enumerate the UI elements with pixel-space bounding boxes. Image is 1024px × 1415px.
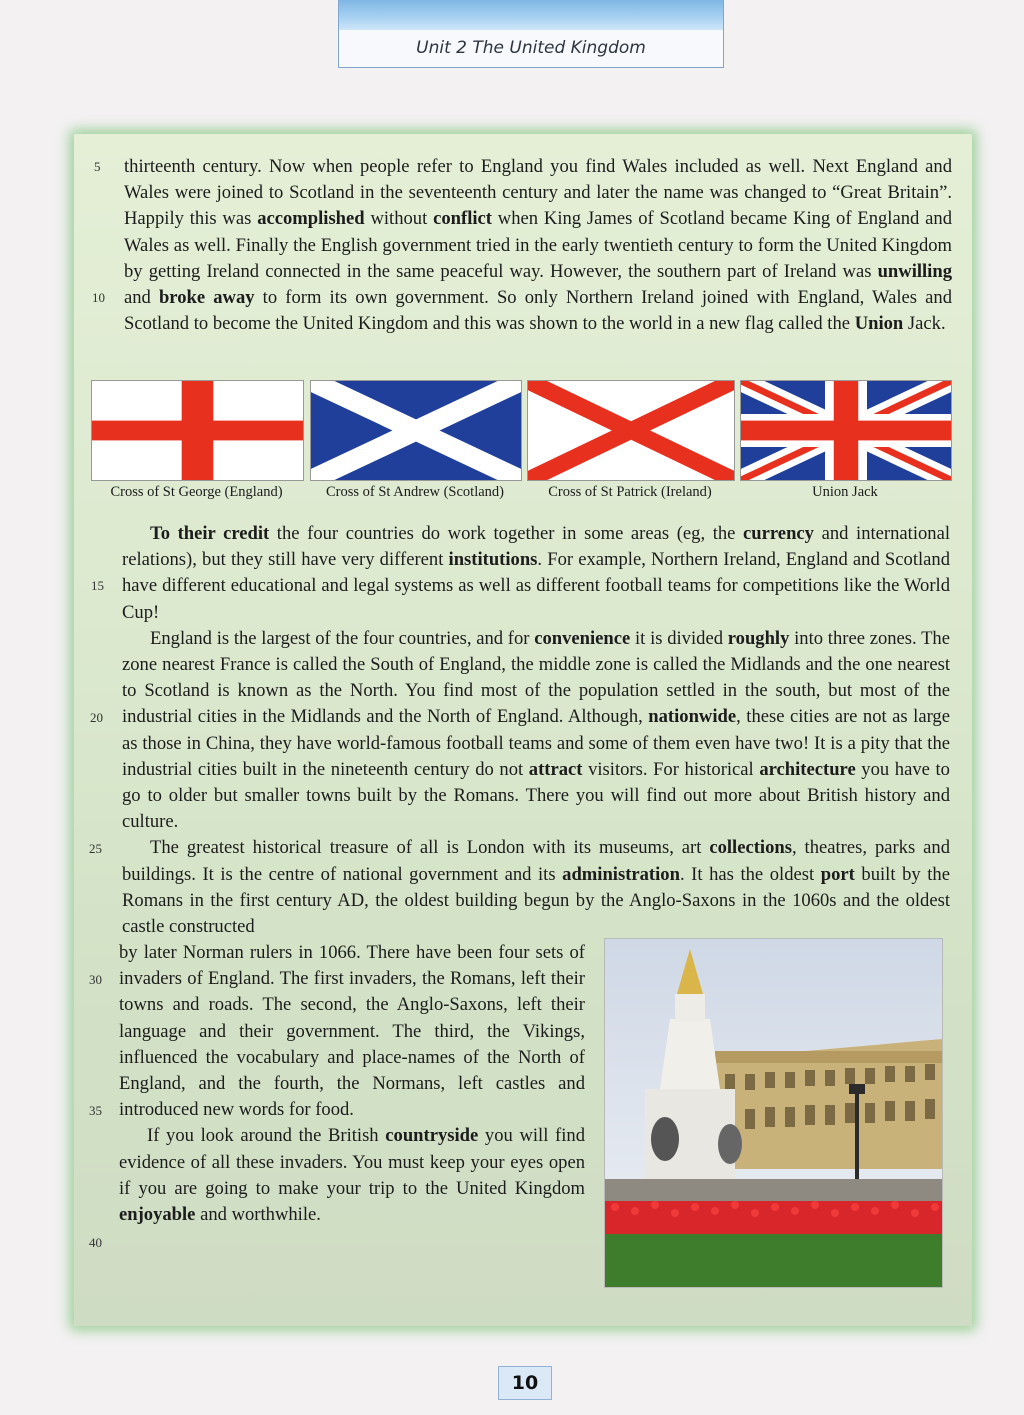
- line-number: 15: [91, 578, 104, 593]
- flag-caption: Union Jack: [812, 484, 878, 500]
- flag-caption: Cross of St George (England): [110, 484, 283, 500]
- buckingham-palace-photo: [604, 938, 943, 1288]
- flag-caption: Cross of St Patrick (Ireland): [548, 484, 712, 500]
- header-sky-banner: [339, 0, 723, 30]
- page-number: 10: [498, 1366, 552, 1400]
- paragraph-1: thirteenth century. Now when people refer to England you find Wales included as well. Next England and Wales were joined to Scotland in the seventeenth century and later the name was changed to “Great Britain”. Happily this was accomplished without conflict when King James of Scotland became King of England and Wales as well. Finally the English government tried in the early twentieth century to form the United Kingdom by getting Ireland connected in the same peaceful way. However, the southern part of Ireland was unwilling and broke away to form its own government. So only Northern Ireland joined with England, Wales and Scotland to become the United Kingdom and this was shown to the world in a new flag called the Union Jack.: [124, 156, 952, 335]
- keyword: unwilling: [877, 260, 952, 282]
- england-flag-image: [91, 380, 304, 481]
- flag-caption: Cross of St Andrew (Scotland): [325, 484, 504, 500]
- scotland-flag-image: [310, 380, 522, 481]
- keyword: attract: [528, 758, 583, 780]
- paragraph-3: England is the largest of the four countries, and for convenience it is divided roughly into three zones. The zone nearest France is called the South of England, the middle zone is called the Midlands and the one nearest to Scotland is known as the North. You find most of the population settled in the south, but most of the industrial cities in the Midlands and the North of England. Although, nationwide, these cities are not as large as those in China, they have world-famous football teams and some of them even have two! It is a pity that the industrial cities built in the nineteenth century do not attract visitors. For historical architecture you have to go to older but smaller towns built by the Romans. There you will find out more about British history and culture.: [122, 627, 950, 833]
- keyword: convenience: [534, 627, 631, 649]
- unit-title: Unit 2 The United Kingdom: [416, 38, 646, 58]
- unit-header: [338, 0, 724, 68]
- keyword: enjoyable: [119, 1204, 196, 1226]
- keyword: roughly: [727, 627, 790, 649]
- ireland-st-patrick-flag-image: [527, 380, 735, 481]
- line-number: 10: [92, 290, 105, 305]
- union-jack-flag-image: [740, 380, 952, 481]
- keyword: collections: [709, 837, 792, 859]
- keyword: accomplished: [257, 208, 365, 230]
- line-number: 5: [94, 159, 101, 174]
- line-number: 25: [89, 841, 102, 856]
- keyword: currency: [743, 523, 814, 544]
- keyword: broke away: [158, 287, 255, 309]
- line-number: 20: [90, 710, 103, 725]
- keyword: Union: [854, 313, 904, 335]
- keyword: countryside: [385, 1125, 479, 1147]
- keyword: port: [820, 863, 855, 885]
- keyword: To their credit: [150, 523, 270, 544]
- paragraph-5: If you look around the British countryside you will find evidence of all these invaders. You must keep your eyes open if you are going to make your trip to the United Kingdom enjoyable and worthwhile.: [119, 1125, 585, 1226]
- keyword: conflict: [433, 208, 492, 230]
- line-number: 30: [89, 972, 102, 987]
- paragraph-4: The greatest historical treasure of all is London with its museums, art collections, theatres, parks and buildings. It is the centre of national government and its administration. It has the oldest port built by the Romans in the first century AD, the oldest building begun by the Anglo-Saxons in the 1060s and the oldest castle constructed: [122, 837, 950, 938]
- body-text-column: [119, 940, 585, 1228]
- keyword: institutions: [448, 549, 538, 571]
- paragraph-4-continued: by later Norman rulers in 1066. There have been four sets of invaders of England. The first invaders, the Romans, left their towns and roads. The second, the Anglo-Saxons, left their language and their government. The third, the Vikings, influenced the vocabulary and place-names of the North of England, and the fourth, the Normans, left castles and introduced new words for food.: [119, 942, 585, 1121]
- body-text-main: [122, 521, 950, 940]
- keyword: nationwide: [648, 706, 737, 728]
- line-number: 40: [89, 1235, 102, 1250]
- paragraph-2: To their credit the four countries do work together in some areas (eg, the currency and international relations), but they still have very different institutions. For example, Northern Ireland, England and Scotland have different educational and legal systems as well as different football teams for competitions like the World Cup!: [122, 523, 950, 623]
- keyword: architecture: [759, 758, 856, 780]
- line-number: 35: [89, 1103, 102, 1118]
- keyword: administration: [562, 863, 680, 885]
